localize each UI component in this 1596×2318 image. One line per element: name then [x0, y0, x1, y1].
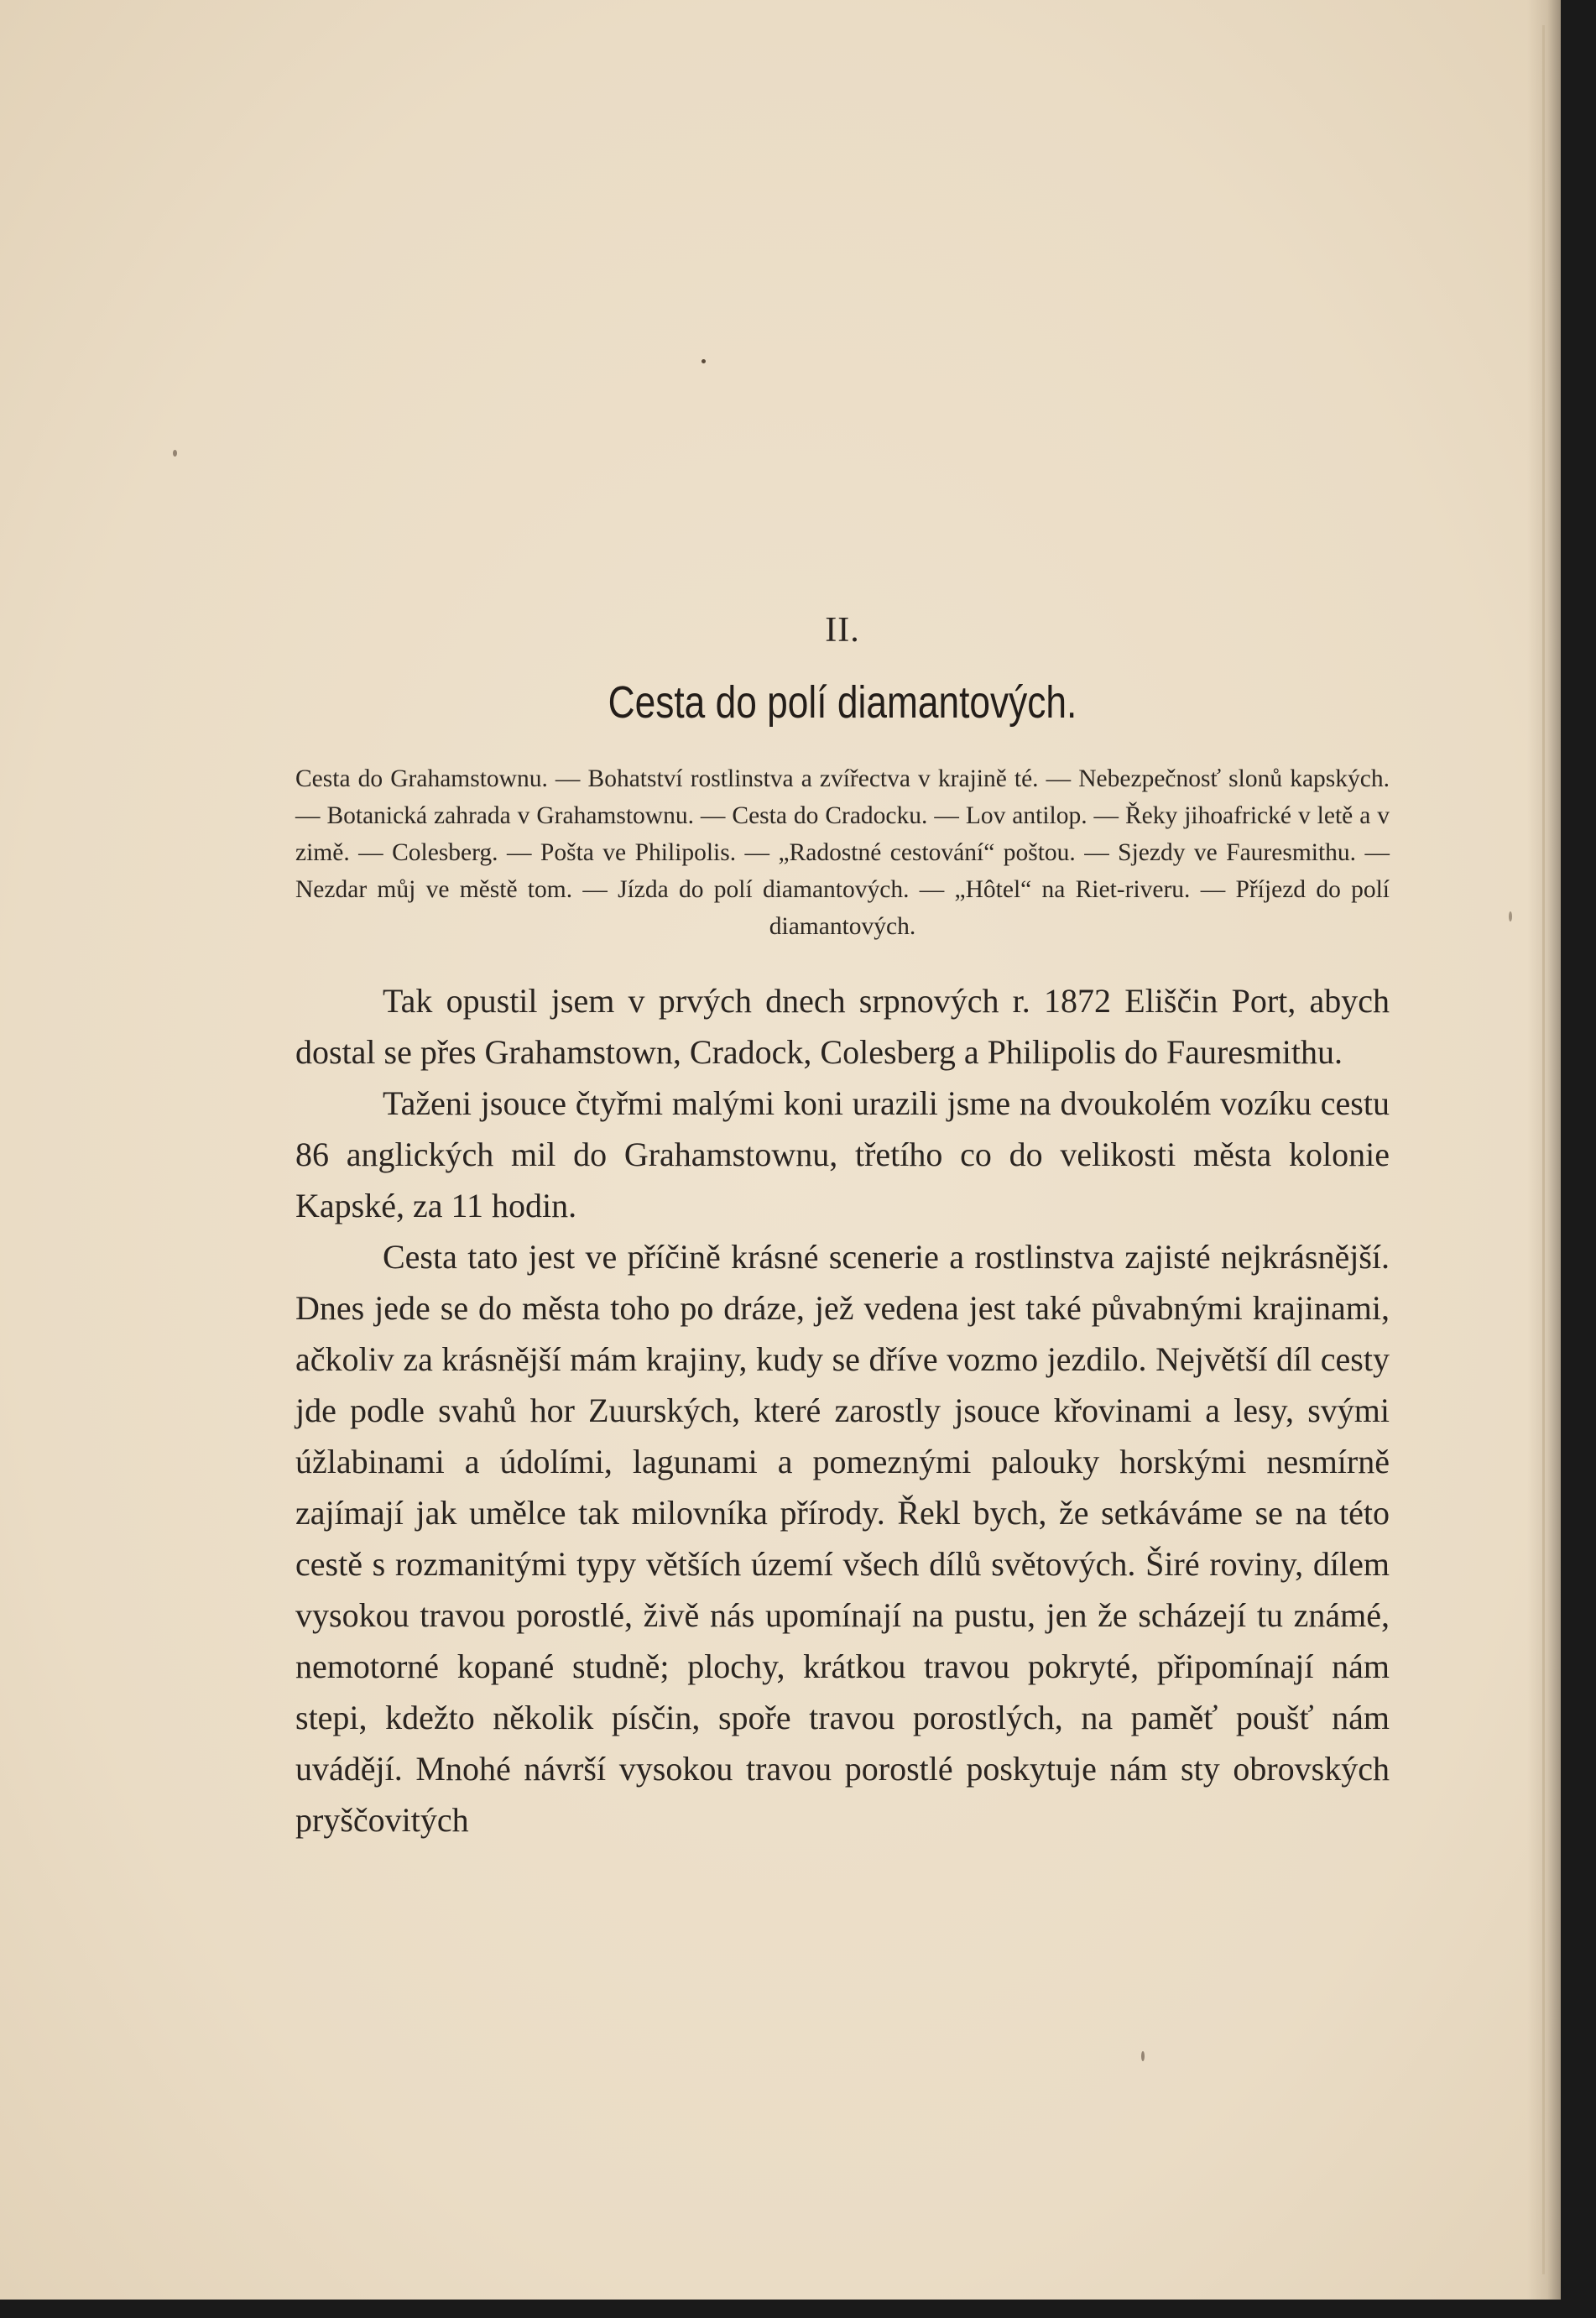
chapter-number: II.: [825, 611, 860, 650]
page-edge-line: [1542, 25, 1545, 2274]
paper-speck: [1509, 911, 1512, 921]
chapter-title: Cesta do polí diamantových.: [608, 677, 1077, 728]
chapter-summary: Cesta do Grahamstownu. — Bohatství rostlinstva a zvířectva v krajině té. — Nebezpečnosť slonů kapských. — Botanická zahrada v Grahamstownu. — Cesta do Cradocku. — Lov antilop. — Řeky jihoafrické v letě a v zimě. — Colesberg. — Pošta ve Philipolis. — „Radostné cestování“ poštou. — Sjezdy ve Fauresmithu. — Nezdar můj ve městě tom. — Jízda do polí diamantových. — „Hôtel“ na Riet-riveru. — Příjezd do polí diamantových.: [295, 765, 1390, 940]
paper-speck: [1141, 2051, 1145, 2061]
paper-speck: [173, 450, 177, 457]
body-paragraph: Taženi jsouce čtyřmi malými koni urazili jsme na dvoukolém vozíku cestu 86 anglických mil do Grahamstownu, třetího co do velikosti města kolonie Kapské, za 11 hodin.: [295, 1084, 1390, 1224]
page-content: [295, 613, 1390, 1846]
body-paragraph: Tak opustil jsem v prvých dnech srpnových r. 1872 Eliščin Port, abych dostal se přes Grahamstown, Cradock, Colesberg a Philipolis do Fauresmithu.: [295, 982, 1390, 1071]
body-paragraph: Cesta tato jest ve příčině krásné scenerie a rostlinstva zajisté nejkrásnější. Dnes jede se do města toho po dráze, jež vedena jest také půvabnými krajinami, ačkoliv za krásnější mám krajiny, kudy se dříve vozmo jezdilo. Největší díl cesty jde podle svahů hor Zuurských, které zarostly jsouce křovinami a lesy, svými úžlabinami a údolími, lagunami a pomeznými palouky horskými nesmírně zajímají jak umělce tak milovníka přírody. Řekl bych, že setkáváme se na této cestě s rozmanitými typy větších území všech dílů světových. Širé roviny, dílem vysokou travou porostlé, živě nás upomínají na pustu, jen že scházejí tu známé, nemotorné kopané studně; plochy, krátkou travou pokryté, připomínají nám stepi, kdežto několik písčin, spoře travou porostlých, na paměť poušť nám uvádějí. Mnohé návrší vysokou travou porostlé poskytuje nám sty obrovských pryščovitých: [295, 1238, 1390, 1839]
paper-speck: [702, 359, 706, 363]
